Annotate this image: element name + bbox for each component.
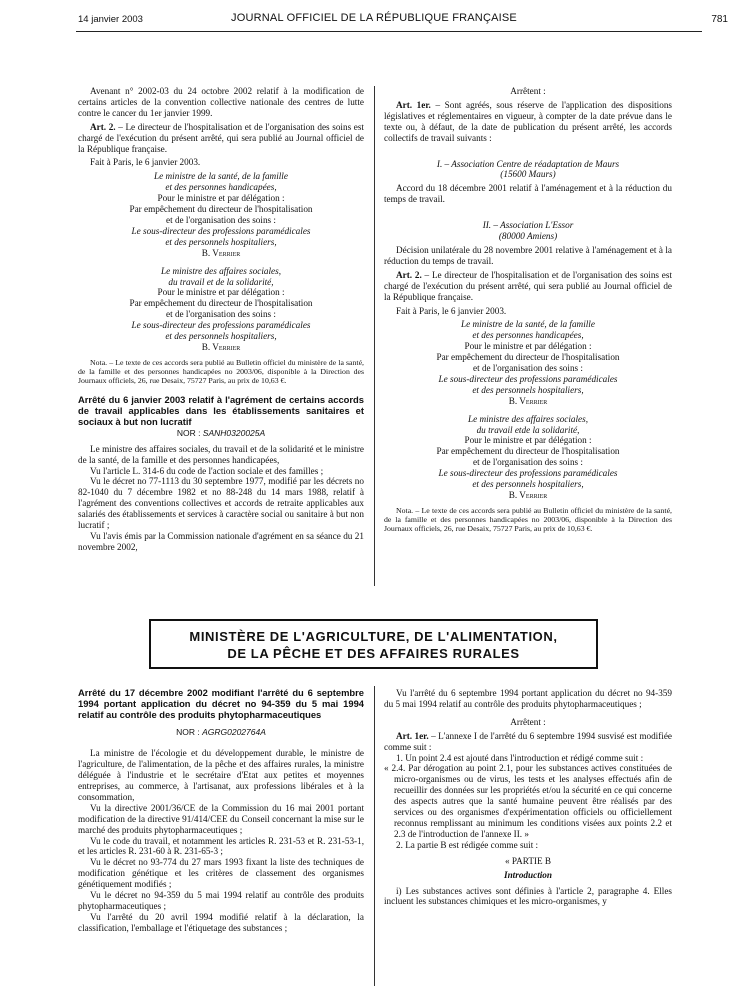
- nor-reference: NOR : AGRG0202764A: [176, 727, 266, 738]
- signature-line: et des personnes handicapées,: [165, 182, 277, 193]
- signature-line: et de l'organisation des soins :: [473, 363, 583, 374]
- arrete-paragraph: Vu le code du travail, et notamment les articles R. 231-53 et R. 231-53-1, et les articles R. 231-60 à R. 231-65-3 ;: [78, 835, 364, 857]
- fait-a-paris: Fait à Paris, le 6 janvier 2003.: [90, 157, 201, 168]
- lower-right-column: [384, 688, 672, 907]
- association-title: II. – Association L'Essor: [482, 220, 574, 231]
- signature-line: et des personnes handicapées,: [472, 330, 584, 341]
- signature-line: et des personnels hospitaliers,: [165, 236, 277, 247]
- signatory-name: B. Verrier: [508, 395, 548, 406]
- introduction-heading: Introduction: [504, 869, 552, 880]
- association-text: Décision unilatérale du 28 novembre 2001 relative à l'aménagement et à la réduction du temps de travail.: [384, 244, 672, 266]
- avenant-text: Avenant n° 2002-03 du 24 octobre 2002 relatif à la modification de certains articles de la convention collective nationale des centres de lutte contre le cancer du 1er janvier 1999.: [78, 86, 364, 118]
- association-title: I. – Association Centre de réadaptation de Maurs: [436, 158, 620, 169]
- ministry-line-2: DE LA PÊCHE ET DES AFFAIRES RURALES: [227, 646, 520, 661]
- arrete-paragraph: Vu le décret no 77-1113 du 30 septembre 1977, modifié par les décrets no 82-1040 du 7 décembre 1982 et no 88-248 du 14 mars 1988, relatif à l'agrément des conventions collectives et accords de retraite applicables aux salariés des établissements et services à caractère social ou sanitaire à but non lucratif ;: [78, 476, 364, 531]
- signature-line: Par empêchement du directeur de l'hospitalisation: [129, 298, 313, 309]
- journal-title: JOURNAL OFFICIEL DE LA RÉPUBLIQUE FRANÇAISE: [231, 12, 517, 24]
- signatory-name: B. Verrier: [508, 490, 548, 500]
- signature-line: Pour le ministre et par délégation :: [464, 435, 592, 446]
- signatory-name: B. Verrier: [201, 341, 241, 352]
- header-date: 14 janvier 2003: [78, 14, 143, 25]
- arrete-title: Arrêté du 17 décembre 2002 modifiant l'arrêté du 6 septembre 1994 portant application du décret no 94-359 du 5 mai 1994 relatif au contrôle des produits phytopharmaceutiques: [78, 687, 364, 720]
- signature-line: Le ministre de la santé, de la famille: [461, 319, 595, 330]
- column-divider-top: [374, 86, 375, 586]
- association-text: Accord du 18 décembre 2001 relatif à l'aménagement et à la réduction du temps de travail.: [384, 183, 672, 205]
- art2-paragraph: Art. 2. – Le directeur de l'hospitalisation et de l'organisation des soins est chargé de l'exécution du présent arrêté, qui sera publié au Journal officiel de la République française.: [78, 121, 364, 154]
- signature-line: du travail etde la solidarité,: [476, 424, 580, 435]
- list-item: 1. Un point 2.4 est ajouté dans l'introduction et rédigé comme suit :: [396, 752, 644, 763]
- signature-line: Le sous-directeur des professions paramédicales: [131, 225, 311, 236]
- nor-reference: NOR : SANH0320025A: [176, 427, 266, 438]
- arrete-paragraph: Vu l'avis émis par la Commission nationale d'agrément en sa séance du 21 novembre 2002,: [78, 531, 364, 552]
- header-rule: [76, 31, 702, 32]
- fait-a-paris: Fait à Paris, le 6 janvier 2003.: [396, 305, 507, 316]
- partie-heading: « PARTIE B: [504, 855, 552, 866]
- arrete-paragraph: Vu le décret no 94-359 du 5 mai 1994 relatif au contrôle des produits phytopharmaceutiques ;: [78, 890, 364, 911]
- signature-line: et des personnels hospitaliers,: [472, 479, 584, 490]
- lower-left-column: [78, 688, 364, 934]
- signature-line: Par empêchement du directeur de l'hospitalisation: [436, 446, 620, 457]
- nota-note: Nota. – Le texte de ces accords sera publié au Bulletin officiel du ministère de la santé, de la famille et des personnes handicapées no 2003/06, disponible à la Direction des Journaux officiels, 26, rue Desaix, 75727 Paris, au prix de 10,63 €.: [384, 505, 672, 534]
- signature-line: Le sous-directeur des professions paramédicales: [438, 373, 618, 384]
- signature-line: et des personnels hospitaliers,: [165, 331, 277, 342]
- nota-note: Nota. – Le texte de ces accords sera publié au Bulletin officiel du ministère de la santé, de la famille et des personnes handicapées no 2003/06, disponible à la Direction des Journaux officiels, 26, rue Desaix, 75727 Paris, au prix de 10,63 €.: [78, 357, 364, 386]
- signature-line: Pour le ministre et par délégation :: [157, 193, 285, 204]
- signatory-name: B. Verrier: [201, 247, 241, 258]
- signature-line: Par empêchement du directeur de l'hospitalisation: [436, 352, 620, 363]
- signature-line: Pour le ministre et par délégation :: [157, 287, 285, 298]
- upper-left-column: [78, 86, 364, 553]
- arrete-paragraph: Vu l'article L. 314-6 du code de l'action sociale et des familles ;: [90, 465, 324, 476]
- signature-line: Le ministre des affaires sociales,: [160, 265, 282, 276]
- arretent-heading: Arrêtent :: [510, 716, 546, 727]
- arrete-paragraph: Vu la directive 2001/36/CE de la Commission du 16 mai 2001 portant modification de la directive 91/414/CEE du Conseil concernant la mise sur le marché des produits phytopharmaceutiques ;: [78, 802, 364, 835]
- arrete-paragraph: Vu l'arrêté du 20 avril 1994 modifié relatif à la déclaration, la classification, l'emballage et l'étiquetage des substances ;: [78, 911, 364, 933]
- arrete-paragraph: La ministre de l'écologie et du développement durable, le ministre de l'agriculture, de l'alimentation, de la pêche et des affaires rurales, la ministre déléguée à l'industrie et le secrétaire d'Etat aux petites et moyennes entreprises, au commerce, à l'artisanat, aux professions libérales et à la consommation,: [78, 748, 364, 802]
- art1-paragraph: Art. 1er. – L'annexe I de l'arrêté du 6 septembre 1994 susvisé est modifiée comme suit :: [384, 730, 672, 752]
- list-item: i) Les substances actives sont définies à l'article 2, paragraphe 4. Elles incluent les substances chimiques et les micro-organismes, y: [384, 885, 672, 907]
- signature-line: et des personnels hospitaliers,: [472, 384, 584, 395]
- arrete-paragraph: Le ministre des affaires sociales, du travail et de la solidarité et le ministre de la santé, de la famille et des personnes handicapées,: [78, 443, 364, 465]
- signature-line: et de l'organisation des soins :: [166, 309, 276, 320]
- signature-line: et de l'organisation des soins :: [166, 214, 276, 225]
- signature-line: et de l'organisation des soins :: [473, 457, 583, 468]
- arrete-title: Arrêté du 6 janvier 2003 relatif à l'agrément de certains accords de travail applicables dans les établissements sanitaires et sociaux à but non lucratif: [78, 394, 364, 428]
- quoted-paragraph: « 2.4. Par dérogation au point 2.1, pour les substances actives constituées de micro-organismes ou de virus, les tests et les analyses effectués afin de recueillir des données sur les propriétés et/ou la sécurité en ce qui concerne des aspects autres que la santé humaine peuvent être réalisés par des services ou des organismes d'expérimentation officiels ou officiellement reconnus remplissant au minimum les conditions visées aux points 2.2 et 2.3 de l'introduction de l'annexe II. »: [384, 763, 672, 839]
- page-number: 781: [711, 14, 728, 25]
- ministry-banner: [149, 619, 598, 669]
- art1-paragraph: Art. 1er. – Sont agréés, sous réserve de l'application des dispositions législatives et réglementaires en vigueur, à compter de la date prévue dans le texte ou, à défaut, de la date de publication du présent arrêté, les accords collectifs de travail suivants :: [384, 99, 672, 143]
- signature-line: Pour le ministre et par délégation :: [464, 341, 592, 352]
- page-header: [0, 10, 748, 30]
- signature-line: Par empêchement du directeur de l'hospitalisation: [129, 204, 313, 215]
- ministry-line-1: MINISTÈRE DE L'AGRICULTURE, DE L'ALIMENTATION,: [189, 629, 558, 644]
- association-location: (80000 Amiens): [498, 231, 558, 242]
- arrete-paragraph: Vu l'arrêté du 6 septembre 1994 portant application du décret no 94-359 du 5 mai 1994 relatif au contrôle des produits phytopharmaceutiques ;: [384, 688, 672, 709]
- association-location: (15600 Maurs): [500, 169, 556, 180]
- signature-line: Le ministre de la santé, de la famille: [154, 171, 288, 182]
- arretent-heading: Arrêtent :: [510, 86, 546, 96]
- signature-line: Le sous-directeur des professions paramédicales: [131, 320, 311, 331]
- arrete-paragraph: Vu le décret no 93-774 du 27 mars 1993 fixant la liste des techniques de modification génétique et les critères de classement des organismes génétiquement modifiés ;: [78, 857, 364, 890]
- list-item: 2. La partie B est rédigée comme suit :: [396, 839, 539, 850]
- art2-paragraph: Art. 2. – Le directeur de l'hospitalisation et de l'organisation des soins est chargé de l'exécution du présent arrêté, qui sera publié au Journal officiel de la République française.: [384, 269, 672, 302]
- signature-line: Le ministre des affaires sociales,: [467, 413, 589, 424]
- upper-right-column: [384, 86, 672, 534]
- signature-line: du travail et de la solidarité,: [168, 276, 274, 287]
- signature-line: Le sous-directeur des professions paramédicales: [438, 468, 618, 479]
- column-divider-bottom: [374, 686, 375, 986]
